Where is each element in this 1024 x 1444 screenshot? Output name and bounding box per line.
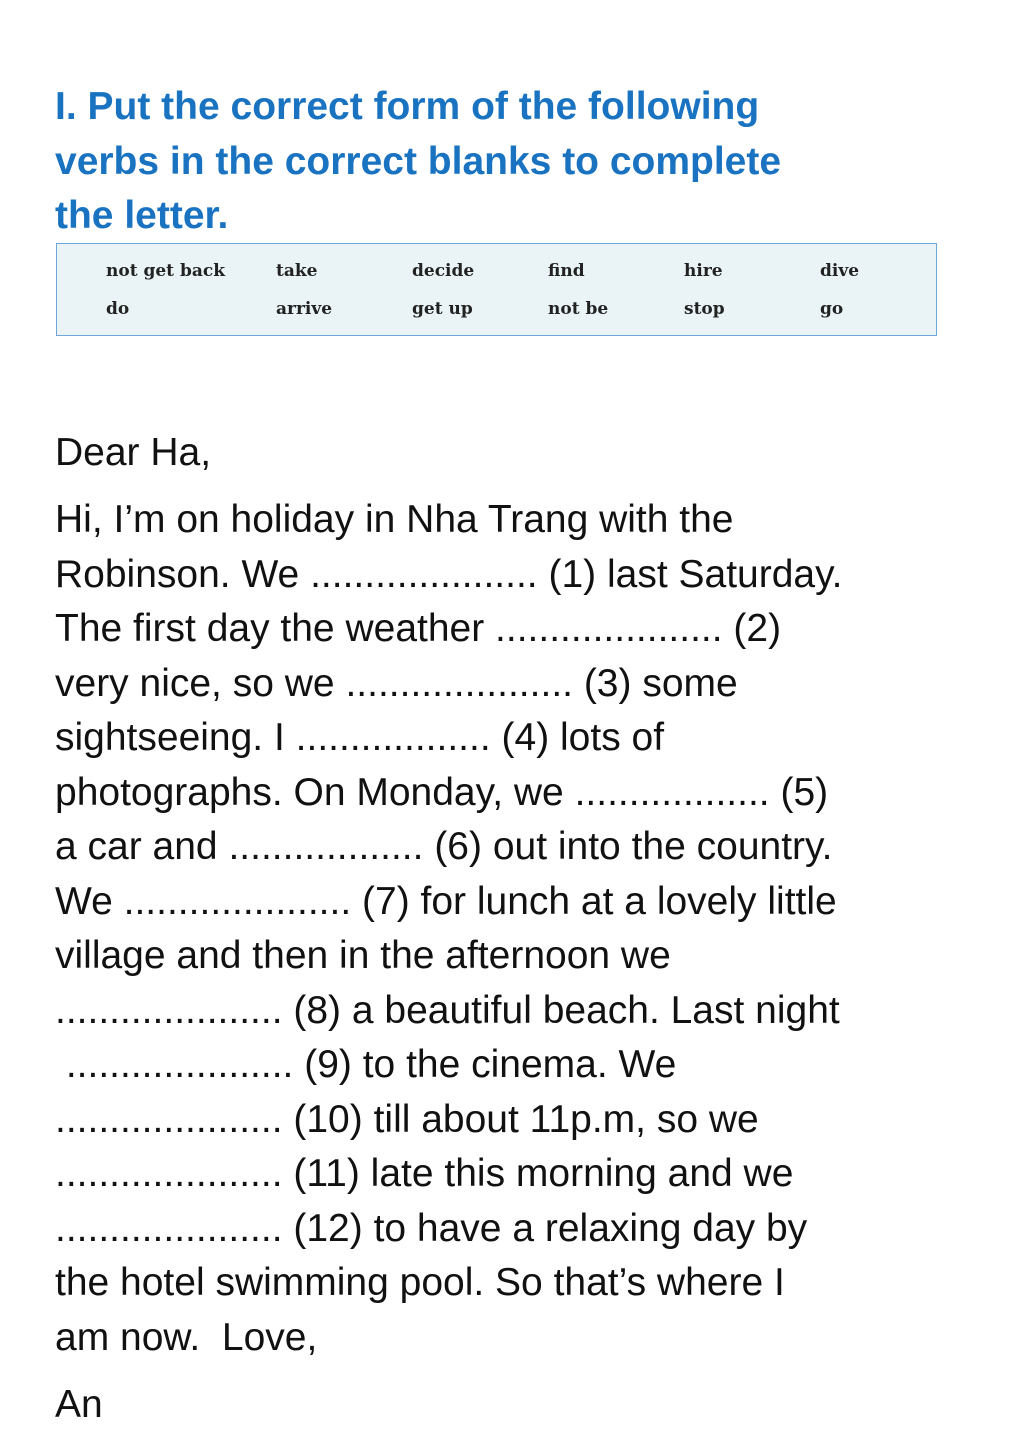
word-box-verb: not be [548, 299, 609, 319]
title-line: I. Put the correct form of the following [55, 85, 760, 128]
verb-word-box [56, 243, 937, 336]
letter-line: very nice, so we ..................... (3) some [55, 661, 738, 705]
letter-line: ..................... (9) to the cinema. We [55, 1043, 677, 1086]
title-line: verbs in the correct blanks to complete [55, 139, 782, 183]
letter-line: a car and .................. (6) out into the country. [55, 825, 833, 868]
letter-body [55, 493, 985, 1365]
letter-line: ..................... (8) a beautiful beach. Last night [55, 988, 840, 1032]
letter-line: photographs. On Monday, we .................. (5) [55, 770, 829, 814]
letter-line: The first day the weather ..................... (2) [55, 607, 782, 650]
letter-line: We ..................... (7) for lunch at a lovely little [55, 879, 837, 923]
letter-line: ..................... (11) late this morning and we [55, 1152, 794, 1195]
letter-line: ..................... (10) till about 11p.m, so we [55, 1097, 759, 1141]
word-box-verb: stop [684, 299, 725, 319]
word-box-verb: find [548, 261, 585, 281]
word-box-verb: not get back [106, 261, 225, 281]
word-box-verb: dive [820, 261, 860, 281]
word-box-verb: do [106, 299, 130, 319]
letter-line: village and then in the afternoon we [55, 934, 671, 977]
exercise-title [55, 80, 955, 244]
letter-line: am now. Love, [55, 1315, 318, 1359]
word-box-verb: get up [412, 299, 473, 319]
word-box-verb: hire [684, 261, 723, 281]
word-box-verb: take [276, 261, 318, 281]
letter-line: Robinson. We ..................... (1) last Saturday. [55, 552, 843, 596]
word-box-verb: go [820, 299, 844, 319]
word-box-verb: arrive [276, 299, 333, 319]
letter-greeting: Dear Ha, [55, 431, 212, 474]
letter-signature: An [55, 1383, 103, 1426]
letter-line: the hotel swimming pool. So that’s where I [55, 1261, 785, 1304]
title-line: the letter. [55, 194, 229, 237]
word-box-verb: decide [412, 261, 475, 281]
letter-line: sightseeing. I .................. (4) lots of [55, 716, 665, 759]
letter-line: Hi, I’m on holiday in Nha Trang with the [55, 498, 734, 541]
letter-line: ..................... (12) to have a relaxing day by [55, 1206, 808, 1250]
